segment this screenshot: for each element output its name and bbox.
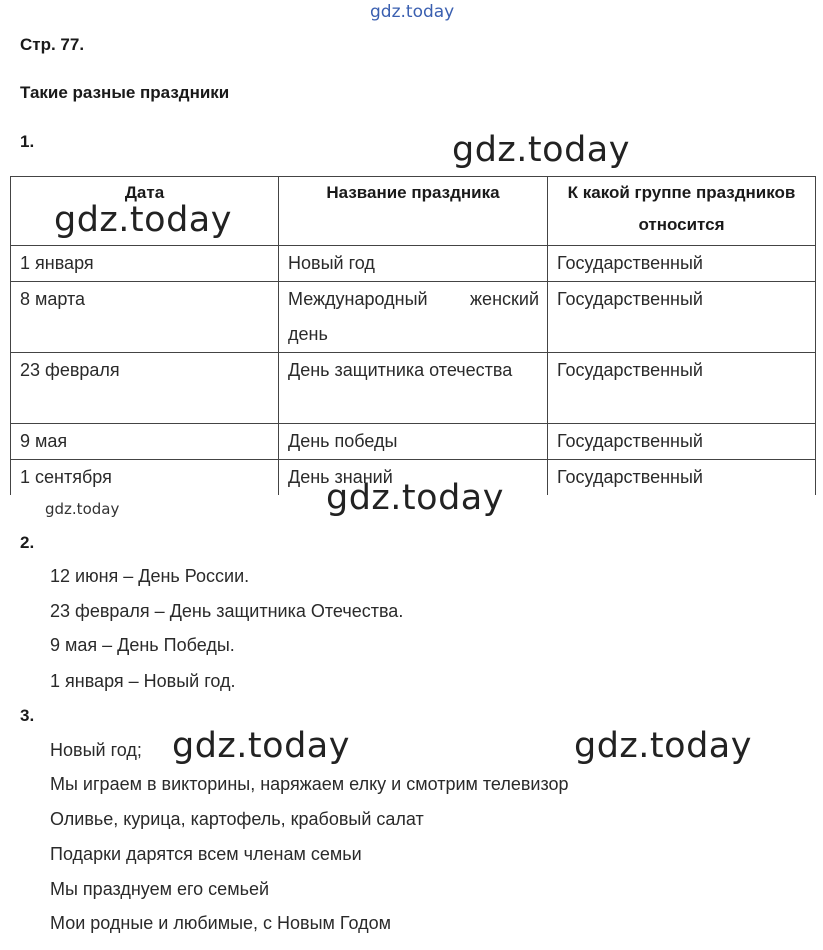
column-header-name: Название праздника	[279, 177, 548, 246]
cell-group: Государственный	[548, 460, 816, 496]
cell-date: 1 сентября	[11, 460, 279, 496]
watermark: gdz.today	[172, 726, 350, 766]
answer-line: Подарки дарятся всем членам семьи	[50, 844, 362, 864]
task-3-number: 3.	[20, 706, 35, 725]
answer-line: Мои родные и любимые, с Новым Годом	[50, 913, 391, 933]
watermark: gdz.today	[574, 726, 752, 766]
column-header-date: Дата	[11, 177, 279, 246]
page-label: Стр. 77.	[20, 35, 85, 54]
table-header-row	[11, 177, 816, 246]
table-row	[11, 246, 816, 282]
holidays-table	[10, 176, 816, 495]
answer-line: 23 февраля – День защитника Отечества.	[50, 601, 404, 621]
watermark: gdz.today	[54, 200, 232, 240]
cell-date: 8 марта	[11, 282, 279, 353]
watermark: gdz.today	[452, 130, 630, 170]
answer-line: Новый год;	[50, 740, 142, 760]
cell-name: Международный женский день	[279, 282, 548, 353]
column-header-group: К какой группе праздников относится	[548, 177, 816, 246]
answer-line: 12 июня – День России.	[50, 566, 250, 586]
cell-group: Государственный	[548, 282, 816, 353]
table-row	[11, 424, 816, 460]
answer-line: Мы играем в викторины, наряжаем елку и смотрим телевизор	[50, 774, 569, 794]
answer-line: 1 января – Новый год.	[50, 671, 236, 691]
table-row	[11, 460, 816, 496]
task-2-number: 2.	[20, 533, 35, 552]
cell-date: 23 февраля	[11, 353, 279, 424]
cell-name: Новый год	[279, 246, 548, 282]
page-title: Такие разные праздники	[20, 83, 230, 102]
cell-name: День защитника отечества	[279, 353, 548, 424]
cell-group: Государственный	[548, 424, 816, 460]
answer-line: 9 мая – День Победы.	[50, 635, 235, 655]
table-row	[11, 353, 816, 424]
cell-group: Государственный	[548, 353, 816, 424]
cell-date: 1 января	[11, 246, 279, 282]
cell-name: День знаний	[279, 460, 548, 496]
watermark-small: gdz.today	[45, 500, 120, 518]
cell-date: 9 мая	[11, 424, 279, 460]
answer-line: Оливье, курица, картофель, крабовый салат	[50, 809, 424, 829]
cell-name: День победы	[279, 424, 548, 460]
task-1-number: 1.	[20, 132, 35, 151]
watermark: gdz.today	[326, 478, 504, 518]
cell-group: Государственный	[548, 246, 816, 282]
watermark-top: gdz.today	[370, 2, 455, 22]
answer-line: Мы празднуем его семьей	[50, 879, 270, 899]
table-row	[11, 282, 816, 353]
